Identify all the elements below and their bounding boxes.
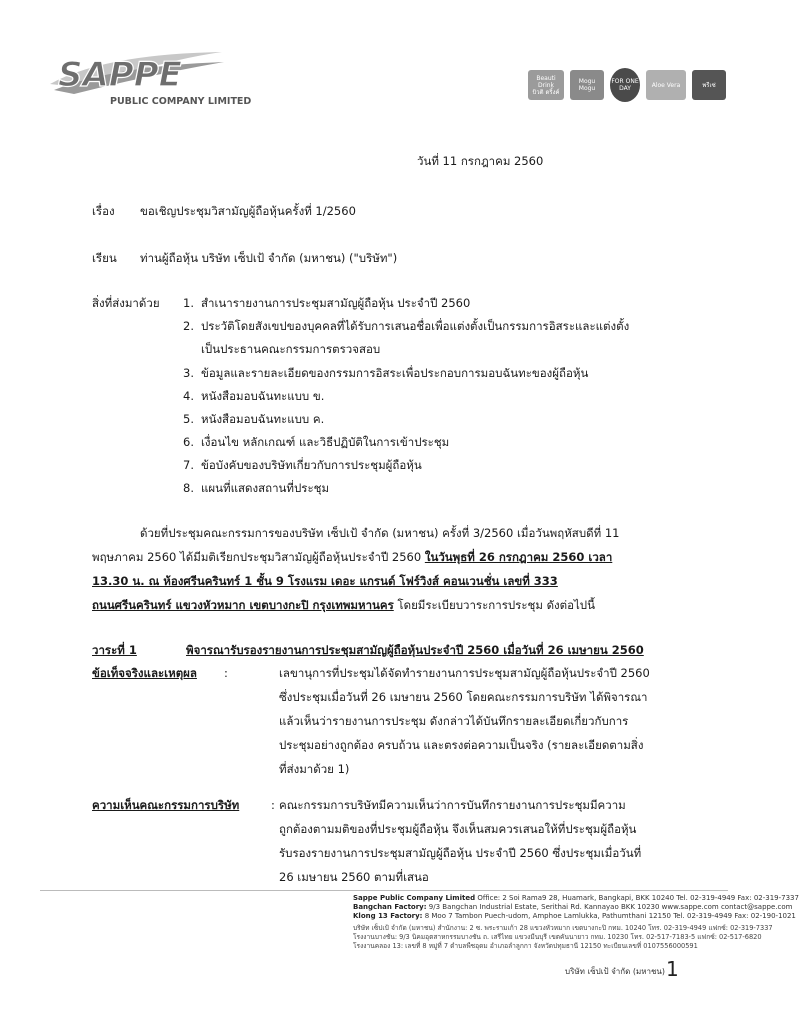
enclosure-item: ข้อบังคับของบริษัทเกี่ยวกับการประชุมผู้ถือหุ้น <box>201 458 422 472</box>
board-opinion-label: ความเห็นคณะกรรมการบริษัท <box>92 798 240 812</box>
sappe-logo <box>44 44 252 108</box>
board-opinion-line: ถูกต้องตามมติของที่ประชุมผู้ถือหุ้น จึงเห็นสมควรเสนอให้ที่ประชุมผู้ถือหุ้น <box>279 822 637 836</box>
facts-line: แล้วเห็นว่ารายงานการประชุม ดังกล่าวได้บันทึกรายละเอียดเกี่ยวกับการ <box>279 714 629 728</box>
brand-logo-mogu-mogu: Mogu Mogu <box>570 70 604 100</box>
footer-thai-bangchan: โรงงานบางชัน: 9/3 นิคมอุตสาหกรรมบางชัน ถ. เสรีไทย แขวงมีนบุรี เขตคันนายาว กทม. 10230 โทร. 02-517-7183-5 แฟกซ์: 02-517-6820 <box>353 933 762 941</box>
meeting-venue: 13.30 น. ณ ห้องศรีนครินทร์ 1 ชั้น 9 โรงแรม เดอะ แกรนด์ โฟร์วิงส์ คอนเวนชั่น เลขที่ 333 <box>92 574 558 588</box>
brand-logo-aloe-vera: Aloe Vera <box>646 70 686 100</box>
footer-klong13: Klong 13 Factory: 8 Moo 7 Tambon Puech-udom, Amphoe Lamlukka, Pathumthani 12150 Tel. 02-319-4949 Fax: 02-190-1021 <box>353 912 796 920</box>
enclosure-item: หนังสือมอบฉันทะแบบ ข. <box>201 389 325 403</box>
facts-line: ซึ่งประชุมเมื่อวันที่ 26 เมษายน 2560 โดยคณะกรรมการบริษัท ได้พิจารณา <box>279 690 648 704</box>
intro-line: พฤษภาคม 2560 ได้มีมติเรียกประชุมวิสามัญผู้ถือหุ้นประจำปี 2560 ในวันพุธที่ 26 กรกฎาคม 2560 เวลา <box>92 550 613 564</box>
meeting-address: ถนนศรีนครินทร์ แขวงหัวหมาก เขตบางกะปิ กรุงเทพมหานคร <box>92 598 394 612</box>
footer-divider <box>40 890 728 891</box>
board-opinion-line: รับรองรายงานการประชุมสามัญผู้ถือหุ้น ประจำปี 2560 ซึ่งประชุมเมื่อวันที่ <box>279 846 642 860</box>
enclosure-item: ประวัติโดยสังเขปของบุคคลที่ได้รับการเสนอชื่อเพื่อแต่งตั้งเป็นกรรมการอิสระและแต่งตั้ง <box>201 319 630 333</box>
brand-logo-for-one-day: FOR ONE DAY <box>610 68 640 102</box>
footer-thai-klong13: โรงงานคลอง 13: เลขที่ 8 หมู่ที่ 7 ตำบลพืชอุดม อำเภอลำลูกกา จังหวัดปทุมธานี 12150 ทะเบียนเลขที่ 0107556000591 <box>353 942 698 950</box>
recipient-label: เรียน <box>92 251 117 265</box>
enclosure-item: ข้อมูลและรายละเอียดของกรรมการอิสระเพื่อประกอบการมอบฉันทะของผู้ถือหุ้น <box>201 366 589 380</box>
facts-line: ประชุมอย่างถูกต้อง ครบถ้วน และตรงต่อความเป็นจริง (รายละเอียดตามสิ่ง <box>279 738 644 752</box>
enclosure-item-continued: เป็นประธานคณะกรรมการตรวจสอบ <box>201 342 381 356</box>
page-number: 1 <box>666 957 679 981</box>
facts-label: ข้อเท็จจริงและเหตุผล <box>92 666 197 680</box>
facts-colon: : <box>224 666 228 680</box>
subject-label: เรื่อง <box>92 204 115 218</box>
enclosure-label: สิ่งที่ส่งมาด้วย <box>92 296 160 310</box>
agenda-1-title: พิจารณารับรองรายงานการประชุมสามัญผู้ถือหุ้นประจำปี 2560 เมื่อวันที่ 26 เมษายน 2560 <box>186 643 644 657</box>
subject-text: ขอเชิญประชุมวิสามัญผู้ถือหุ้นครั้งที่ 1/2560 <box>140 204 356 218</box>
intro-line: ถนนศรีนครินทร์ แขวงหัวหมาก เขตบางกะปิ กรุงเทพมหานคร โดยมีระเบียบวาระการประชุม ดังต่อไปนี้ <box>92 598 595 612</box>
enclosure-number: 7. <box>183 458 194 472</box>
brand-logo-preze: พรีเซ่ <box>692 70 726 100</box>
board-opinion-colon: : <box>271 798 275 812</box>
enclosure-number: 5. <box>183 412 194 426</box>
enclosure-number: 1. <box>183 296 194 310</box>
enclosure-item: หนังสือมอบฉันทะแบบ ค. <box>201 412 325 426</box>
board-opinion-line: คณะกรรมการบริษัทมีความเห็นว่าการบันทึกรายงานการประชุมมีความ <box>279 798 626 812</box>
agenda-1-label: วาระที่ 1 <box>92 643 137 657</box>
board-opinion-line: 26 เมษายน 2560 ตามที่เสนอ <box>279 870 429 884</box>
footer-thai-office: บริษัท เซ็ปเป้ จำกัด (มหาชน) สำนักงาน: 2 ซ. พระรามเก้า 28 แขวงหัวหมาก เขตบางกะปิ กทม. 10240 โทร. 02-319-4949 แฟกซ์: 02-319-7337 <box>353 924 773 932</box>
enclosure-item: เงื่อนไข หลักเกณฑ์ และวิธีปฏิบัติในการเข้าประชุม <box>201 435 450 449</box>
enclosure-item: สำเนารายงานการประชุมสามัญผู้ถือหุ้น ประจำปี 2560 <box>201 296 471 310</box>
enclosure-item: แผนที่แสดงสถานที่ประชุม <box>201 481 330 495</box>
brand-logo-beauti-drink: Beauti Drink บิวติ ดริ้งค์ <box>528 70 564 100</box>
enclosure-number: 6. <box>183 435 194 449</box>
enclosure-number: 2. <box>183 319 194 333</box>
enclosure-number: 4. <box>183 389 194 403</box>
footer-company-name: บริษัท เซ็ปเป้ จำกัด (มหาชน) <box>565 967 666 976</box>
letter-date: วันที่ 11 กรกฎาคม 2560 <box>417 154 544 168</box>
facts-line: ที่ส่งมาด้วย 1) <box>279 762 350 776</box>
footer-office: Sappe Public Company Limited Office: 2 Soi Rama9 28, Huamark, Bangkapi, BKK 10240 Tel. 02-319-4949 Fax: 02-319-7337 <box>353 894 799 902</box>
logo-wordmark: SAPPE <box>58 55 182 95</box>
footer-bangchan: Bangchan Factory: 9/3 Bangchan Industrial Estate, Serithai Rd. Kannayao BKK 10230 www.sappe.com contact@sappe.com <box>353 903 793 911</box>
enclosure-number: 8. <box>183 481 194 495</box>
intro-line: ด้วยที่ประชุมคณะกรรมการของบริษัท เซ็ปเป้ จำกัด (มหาชน) ครั้งที่ 3/2560 เมื่อวันพฤหัสบดีที่ 11 <box>140 526 620 540</box>
logo-subtitle: PUBLIC COMPANY LIMITED <box>110 96 252 107</box>
enclosure-number: 3. <box>183 366 194 380</box>
facts-line: เลขานุการที่ประชุมได้จัดทำรายงานการประชุมสามัญผู้ถือหุ้นประจำปี 2560 <box>279 666 650 680</box>
meeting-date-time: ในวันพุธที่ 26 กรกฎาคม 2560 เวลา <box>424 550 613 564</box>
recipient-text: ท่านผู้ถือหุ้น บริษัท เซ็ปเป้ จำกัด (มหาชน) ("บริษัท") <box>140 251 398 265</box>
